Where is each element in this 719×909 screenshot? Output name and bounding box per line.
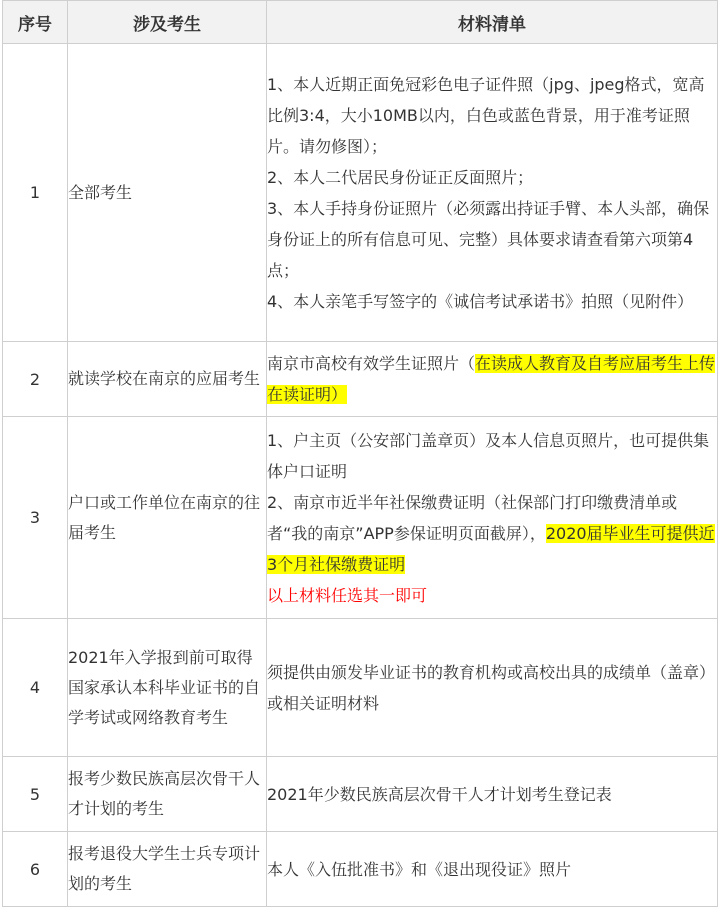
material-item: 2、本人二代居民身份证正反面照片；	[267, 167, 534, 187]
row-index: 6	[3, 832, 68, 907]
row-index: 5	[3, 757, 68, 832]
header-who: 涉及考生	[68, 1, 267, 44]
row-materials: 须提供由颁发毕业证书的教育机构或高校出具的成绩单（盖章）或相关证明材料	[267, 619, 718, 757]
row-index: 3	[3, 417, 68, 619]
material-text: 2、南京市近半年社保缴费证明（社保部门打印缴费清单或者“我的南京”APP参保证明页面截屏），	[267, 492, 678, 543]
table-header-row	[3, 1, 718, 44]
table-row	[3, 417, 718, 619]
table-row	[3, 832, 718, 907]
table-row	[3, 757, 718, 832]
material-item	[267, 348, 717, 410]
row-materials	[267, 417, 718, 619]
row-who: 全部考生	[68, 44, 267, 342]
header-index: 序号	[3, 1, 68, 44]
table-row	[3, 619, 718, 757]
material-item	[267, 487, 717, 580]
material-item: 1、本人近期正面免冠彩色电子证件照（jpg、jpeg格式，宽高比例3:4，大小10MB以内，白色或蓝色背景，用于准考证照片。请勿修图）；	[267, 74, 705, 156]
highlighted-text: 在读成人教育及自考应届考生上传在读证明）	[267, 354, 716, 404]
row-index: 2	[3, 342, 68, 417]
row-who: 户口或工作单位在南京的往届考生	[68, 417, 267, 619]
materials-table	[2, 0, 718, 907]
row-who: 报考少数民族高层次骨干人才计划的考生	[68, 757, 267, 832]
material-text: 南京市高校有效学生证照片（	[267, 354, 476, 373]
highlighted-text: 2020届毕业生可提供近3个月社保缴费证明	[267, 523, 715, 574]
table-row	[3, 342, 718, 417]
note-text: 以上材料任选其一即可	[267, 585, 428, 605]
row-who: 就读学校在南京的应届考生	[68, 342, 267, 417]
table-row	[3, 44, 718, 342]
row-index: 4	[3, 619, 68, 757]
row-materials: 本人《入伍批准书》和《退出现役证》照片	[267, 832, 718, 907]
row-materials: 2021年少数民族高层次骨干人才计划考生登记表	[267, 757, 718, 832]
row-materials	[267, 44, 718, 342]
header-materials: 材料清单	[267, 1, 718, 44]
material-item: 4、本人亲笔手写签字的《诚信考试承诺书》拍照（见附件）	[267, 291, 694, 311]
row-who: 2021年入学报到前可取得国家承认本科毕业证书的自学考试或网络教育考生	[68, 619, 267, 757]
row-index: 1	[3, 44, 68, 342]
row-who: 报考退役大学生士兵专项计划的考生	[68, 832, 267, 907]
material-item: 1、户主页（公安部门盖章页）及本人信息页照片，也可提供集体户口证明	[267, 430, 710, 481]
row-materials	[267, 342, 718, 417]
material-item: 3、本人手持身份证照片（必须露出持证手臂、本人头部，确保身份证上的所有信息可见、完整）具体要求请查看第六项第4点；	[267, 198, 710, 280]
